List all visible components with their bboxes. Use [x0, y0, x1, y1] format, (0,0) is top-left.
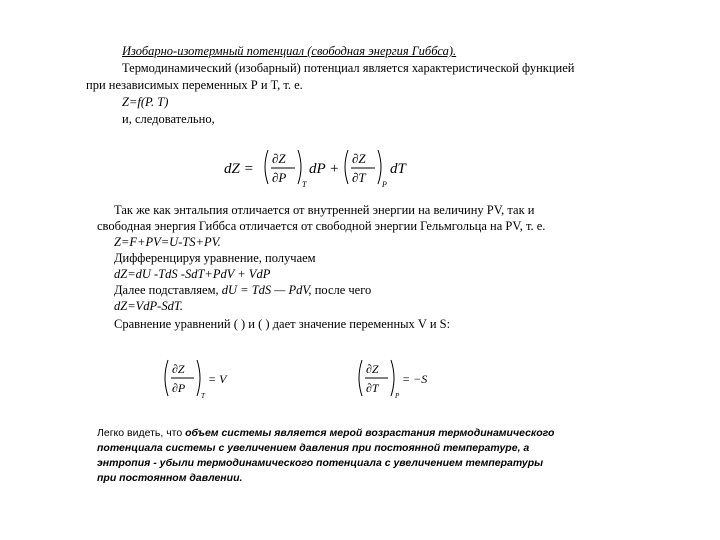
eq-m2: dT [390, 161, 406, 177]
eq-left-sub: T [201, 392, 205, 400]
conclusion-line2: потенциала системы с увеличением давления при постоянной температуре, а [97, 442, 530, 454]
conclusion-line3-a: энтропия - убыли термодинамического [97, 457, 314, 469]
main-equation [220, 140, 420, 201]
para2-line4-a: Далее подставляем, [114, 283, 219, 297]
section-title: Изобарно-изотермный потенциал (свободная энергия Гиббса). [122, 44, 457, 58]
conclusion-line1 [97, 426, 554, 441]
eq-right-paren-close [391, 360, 394, 396]
eq-v1: ∂P [272, 170, 287, 185]
conclusion-line3-b: потенциала с увеличением температуры [316, 457, 544, 469]
para1-line2: при независимых переменных Р и Т, т. е. [86, 78, 303, 92]
eq-left-rhs: = V [208, 372, 227, 386]
formula-z-f: Z=f(P. T) [122, 95, 169, 109]
eq-lhs: dZ = [224, 161, 254, 177]
para2-line4 [114, 283, 371, 298]
eq-paren-left-1 [265, 150, 268, 184]
formula-z-gibbs: Z=F+PV=U-TS+PV. [114, 235, 221, 249]
formula-dz-full: dZ=dU -TdS -SdT+PdV + VdP [114, 267, 271, 281]
eq-paren-right-1 [298, 150, 301, 184]
eq-left-paren-close [197, 360, 200, 396]
para2-line2: свободная энергия Гиббса отличается от свободной энергии Гельмгольца на PV, т. е. [97, 219, 546, 233]
conclusion-line3 [97, 456, 543, 471]
eq-right-num: ∂Z [366, 362, 379, 376]
para2-line1: Так же как энтальпия отличается от внутренней энергии на величину PV, так и [114, 203, 535, 217]
formula-dz-short: dZ=VdP-SdT. [114, 299, 183, 313]
eq-d1: ∂Z [272, 151, 286, 166]
para2-line3: Дифференцируя уравнение, получаем [114, 251, 316, 265]
eq-left-paren-open [165, 360, 168, 396]
eq-s1: T [302, 180, 307, 189]
eq-s2: P [382, 180, 387, 189]
eq-right-rhs: = −S [402, 372, 428, 386]
eq-m1: dP + [309, 161, 340, 177]
conclusion-line1-a: Легко видеть, что [97, 427, 183, 439]
conclusion-line4: при постоянном давлении. [97, 472, 243, 484]
para2-line5: Сравнение уравнений ( ) и ( ) дает значение переменных V и S: [114, 317, 451, 331]
eq-right-paren-open [359, 360, 362, 396]
eq-right-den: ∂T [366, 381, 379, 395]
para1-line3: и, следовательно, [122, 112, 215, 126]
equation-dz-dt [356, 356, 456, 411]
formula-du: dU = TdS — PdV, [221, 283, 312, 297]
eq-paren-right-2 [378, 150, 381, 184]
eq-right-sub: P [395, 392, 400, 400]
para1-line1: Термодинамический (изобарный) потенциал является характеристической функцией [122, 61, 575, 75]
eq-d2: ∂Z [352, 151, 366, 166]
equation-dz-dp [162, 356, 262, 411]
para2-line4-b: после чего [314, 283, 372, 297]
conclusion-line1-b: объем системы является мерой возрастания термодинамического [185, 427, 555, 439]
eq-paren-left-2 [345, 150, 348, 184]
eq-left-den: ∂P [172, 381, 186, 395]
eq-v2: ∂T [352, 170, 366, 185]
eq-left-num: ∂Z [172, 362, 185, 376]
